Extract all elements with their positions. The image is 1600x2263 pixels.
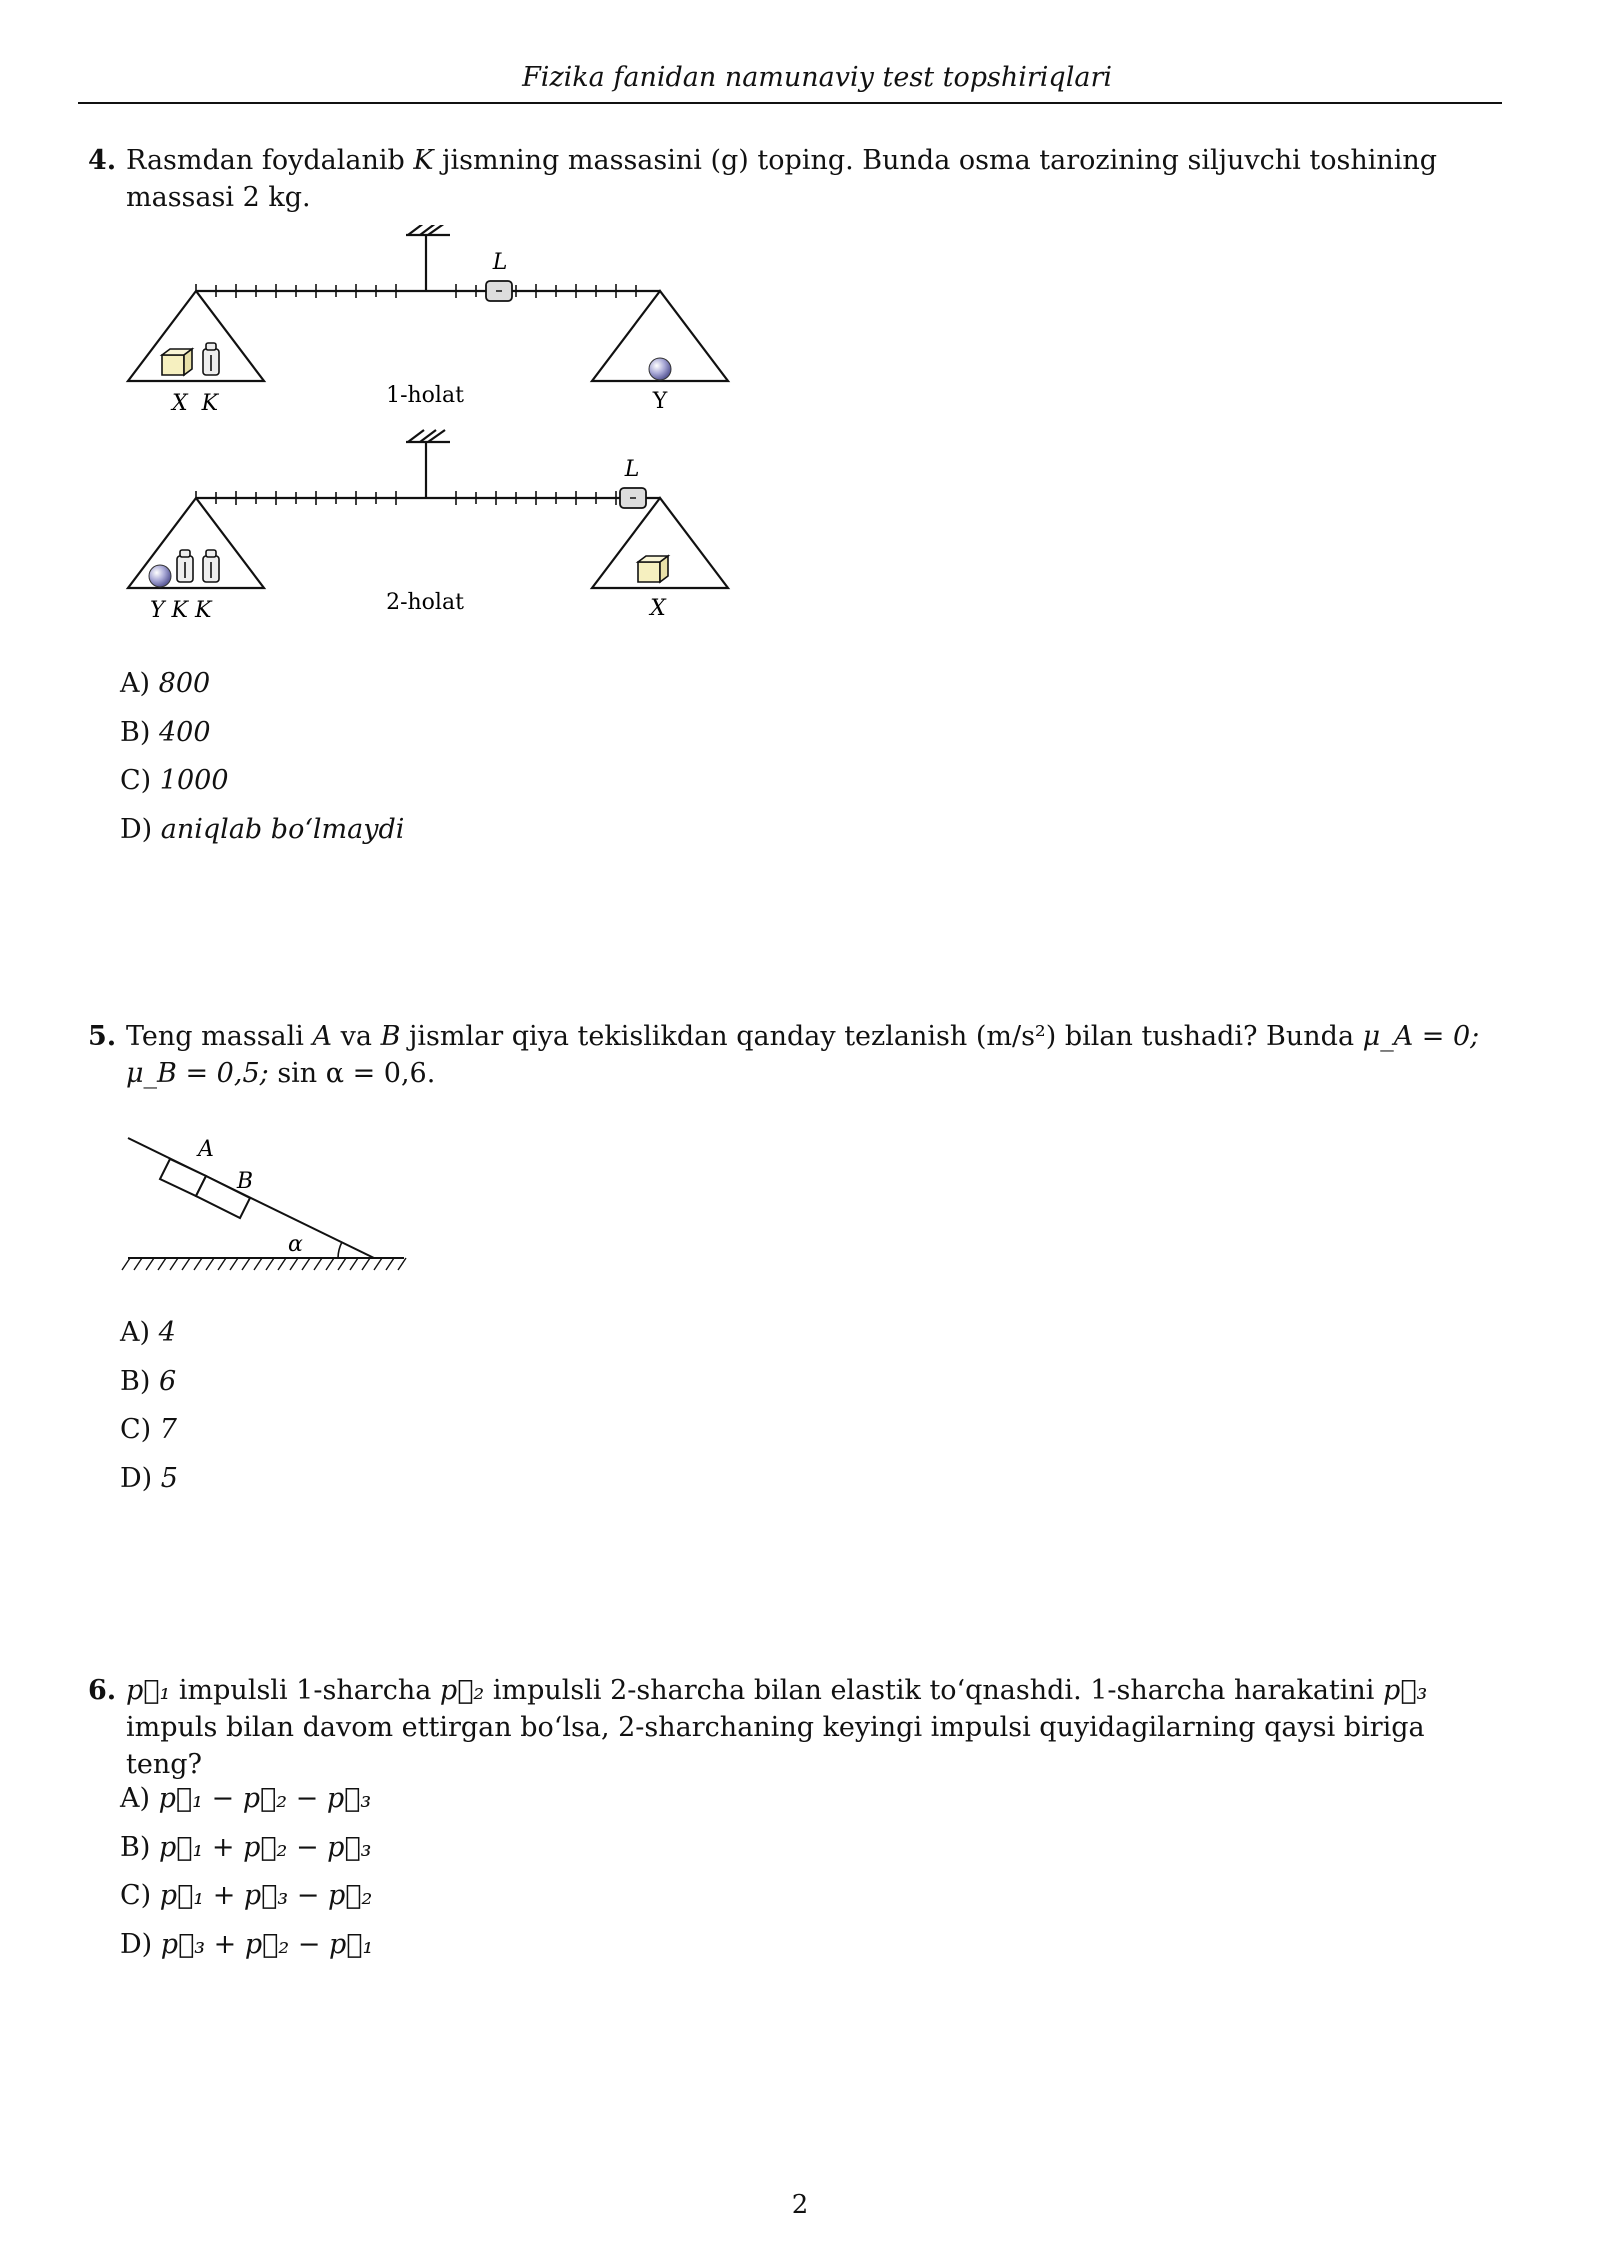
state2-right-label: X — [650, 596, 666, 621]
option-c[interactable]: C) p⃗₁ + p⃗₃ − p⃗₂ — [120, 1880, 373, 1911]
option-d[interactable]: D) 5 — [120, 1462, 178, 1494]
question-number: 6. — [88, 1675, 117, 1706]
block-b-label: B — [236, 1169, 254, 1194]
state1-left-labels: X K — [172, 391, 219, 416]
q4-options — [120, 660, 404, 854]
question-6 — [88, 1672, 1508, 1783]
option-c[interactable]: C) 1000 — [120, 765, 229, 796]
weight-k — [203, 343, 219, 375]
state1-caption: 1-holat — [386, 383, 464, 408]
q5-options — [120, 1309, 178, 1503]
question-text: Rasmdan foydalanib K jismning massasini (g) toping. Bunda osma tarozining siljuvchi toshining massasi 2 kg. — [126, 145, 1438, 213]
option-c[interactable]: C) 7 — [120, 1414, 177, 1445]
question-number: 5. — [88, 1021, 117, 1052]
option-a[interactable]: A) 4 — [120, 1317, 176, 1348]
angle-label: α — [288, 1232, 303, 1257]
option-b[interactable]: B) p⃗₁ + p⃗₂ − p⃗₃ — [120, 1831, 372, 1863]
block-a-label: A — [198, 1137, 214, 1162]
question-5 — [88, 1018, 1508, 1092]
box-x-2 — [638, 556, 668, 582]
option-b[interactable]: B) 6 — [120, 1365, 177, 1397]
state2-caption: 2-holat — [386, 590, 464, 615]
option-a[interactable]: A) p⃗₁ − p⃗₂ − p⃗₃ — [120, 1783, 372, 1814]
q6-options — [120, 1775, 373, 1969]
left-pan — [128, 291, 264, 381]
rider-label: L — [492, 250, 508, 275]
question-text: Teng massali A va B jismlar qiya tekislikdan qanday tezlanish (m/s²) bilan tushadi? Bunda μ_A = 0; μ_B = 0,5; sin α = 0,6. — [126, 1021, 1480, 1089]
angle-arc — [338, 1242, 342, 1258]
page-number: 2 — [791, 2190, 809, 2220]
option-d[interactable]: D) aniqlab bo‘lmaydi — [120, 813, 405, 845]
ground-hatch — [122, 1258, 406, 1270]
question-number: 4. — [88, 145, 117, 176]
page-header-title: Fizika fanidan namunaviy test topshiriqlari — [522, 62, 1112, 93]
ball-y — [649, 358, 671, 380]
incline-figure — [120, 1108, 420, 1278]
rider-label-2: L — [624, 457, 640, 482]
option-a[interactable]: A) 800 — [120, 668, 211, 699]
question-4 — [88, 142, 1508, 216]
option-d[interactable]: D) p⃗₃ + p⃗₂ − p⃗₁ — [120, 1928, 374, 1960]
header-rule — [78, 102, 1502, 104]
ball-y-2 — [149, 565, 171, 587]
state1-right-label: Y — [652, 389, 668, 414]
state2-left-labels: Y K K — [150, 598, 212, 623]
question-text: p⃗₁ impulsli 1-sharcha p⃗₂ impulsli 2-sharcha bilan elastik to‘qnashdi. 1-sharcha harakatini p⃗₃ impuls bilan davom ettirgan bo‘lsa, 2-sharchaning keyingi impulsi quyidagilarning qaysi biriga teng? — [126, 1675, 1428, 1780]
balance-figure — [120, 225, 740, 625]
option-b[interactable]: B) 400 — [120, 716, 211, 748]
box-x — [162, 349, 192, 375]
